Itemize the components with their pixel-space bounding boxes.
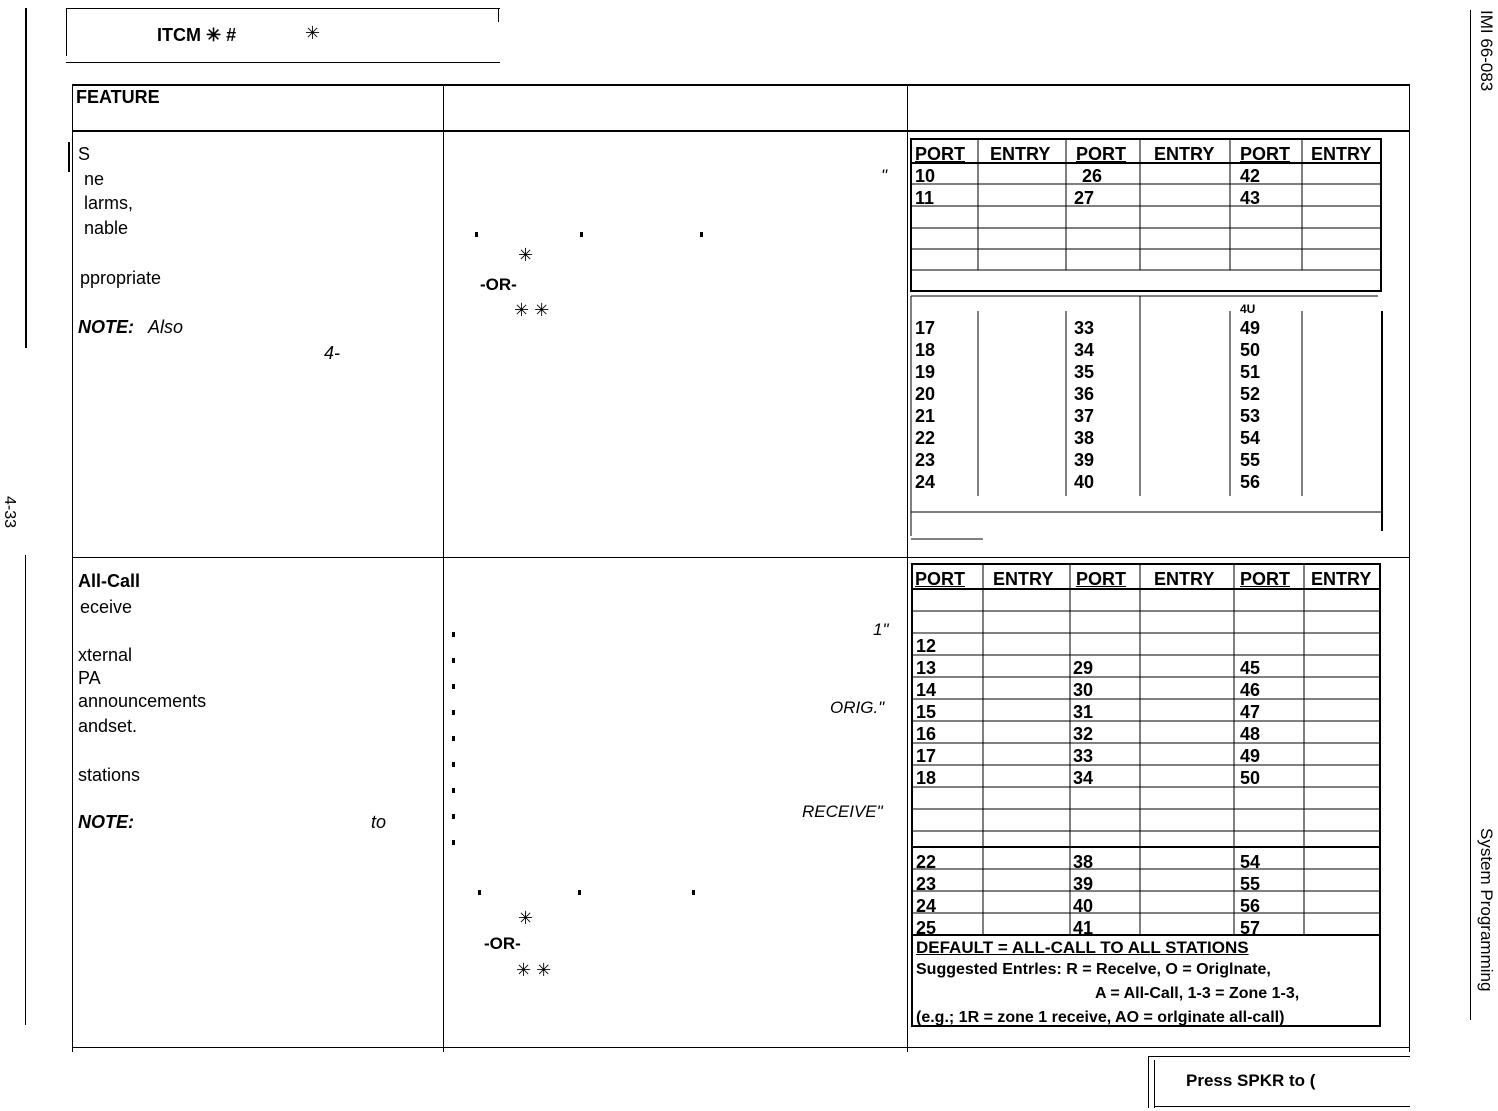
feature-text: ne (84, 169, 105, 189)
grid-header: ENTRY (1154, 144, 1215, 164)
margin-line (25, 555, 26, 1025)
grid-header: PORT (915, 569, 966, 589)
page-number: 4-33 (1, 496, 18, 529)
port-number: 55 (1240, 450, 1261, 470)
port-number: 39 (1073, 874, 1094, 894)
port-number: 22 (916, 852, 937, 872)
port-number: 32 (1073, 724, 1094, 744)
port-number: 33 (1074, 318, 1095, 338)
right-margin-line (1470, 10, 1471, 1020)
header-code: ITCM ✳ # (157, 25, 237, 45)
grid-header: ENTRY (993, 569, 1054, 589)
port-number: 18 (915, 340, 936, 360)
procedure-text: 1" (873, 620, 889, 639)
suggested-entries: A = All-Call, 1-3 = Zone 1-3, (1095, 985, 1300, 1002)
star-icon: ✳ (518, 245, 534, 265)
port-number: 40 (1074, 472, 1095, 492)
port-number: 27 (1074, 188, 1095, 208)
port-number: 31 (1073, 702, 1094, 722)
port-number: 39 (1074, 450, 1095, 470)
port-number: 57 (1240, 918, 1261, 938)
column-header-feature: FEATURE (76, 87, 160, 107)
port-number: 41 (1073, 918, 1094, 938)
note-label: NOTE: (78, 812, 134, 832)
port-number: 34 (1074, 340, 1095, 360)
note-label: NOTE: (78, 317, 134, 337)
port-number: 50 (1240, 768, 1261, 788)
port-number: 33 (1073, 746, 1094, 766)
port-number: 30 (1073, 680, 1094, 700)
or-separator: -OR- (484, 934, 521, 953)
port-number: 16 (916, 724, 937, 744)
port-number: 40 (1073, 896, 1094, 916)
port-number: 53 (1240, 406, 1261, 426)
port-number: 25 (916, 918, 937, 938)
suggested-entries: Suggested Entrles: R = Recelve, O = Origlnate, (916, 961, 1271, 978)
document-id: IMI 66-083 (1477, 10, 1496, 92)
port-number: 24 (915, 472, 936, 492)
port-number: 56 (1240, 472, 1261, 492)
port-number: 17 (915, 318, 936, 338)
note-text: Also (148, 317, 184, 337)
port-number: 49 (1240, 746, 1261, 766)
press-spkr-text: Press SPKR to ( (1186, 1071, 1316, 1090)
feature-text: andset. (78, 716, 138, 736)
grid-header: ENTRY (1154, 569, 1215, 589)
feature-text: larms, (84, 193, 133, 213)
grid-header: ENTRY (1311, 144, 1372, 164)
port-number: 48 (1240, 724, 1261, 744)
section-title: System Programming (1477, 828, 1496, 992)
grid-header: PORT (1240, 569, 1291, 589)
port-number: 54 (1240, 852, 1261, 872)
port-number: 42 (1240, 166, 1261, 186)
port-number: 43 (1240, 188, 1261, 208)
default-note: DEFAULT = ALL-CALL TO ALL STATIONS (916, 938, 1249, 957)
port-number: 35 (1074, 362, 1095, 382)
suggested-example: (e.g.; 1R = zone 1 receive, AO = orlginate all-call) (916, 1009, 1285, 1026)
port-number: 23 (916, 874, 937, 894)
port-number: 50 (1240, 340, 1261, 360)
margin-bar (25, 8, 27, 348)
port-number: 55 (1240, 874, 1261, 894)
port-number: 51 (1240, 362, 1261, 382)
port-number: 36 (1074, 384, 1095, 404)
port-number: 23 (915, 450, 936, 470)
port-number: 14 (916, 680, 937, 700)
port-number: 18 (916, 768, 937, 788)
port-number: 19 (915, 362, 936, 382)
feature-text: nable (84, 218, 129, 238)
feature-title: All-Call (78, 571, 141, 591)
grid-header: ENTRY (1311, 569, 1372, 589)
port-number: 49 (1240, 318, 1261, 338)
port-number: 38 (1074, 428, 1095, 448)
quote-mark: " (881, 166, 888, 185)
port-number-partial: 4U (1240, 302, 1256, 316)
grid-header: ENTRY (990, 144, 1051, 164)
star-icon: ✳ (518, 908, 534, 928)
port-number: 15 (916, 702, 937, 722)
port-number: 26 (1082, 166, 1103, 186)
procedure-text: RECEIVE" (802, 802, 883, 821)
feature-text: stations (78, 765, 141, 785)
port-number: 45 (1240, 658, 1261, 678)
feature-text: announcements (78, 691, 207, 711)
procedure-text: ORIG." (830, 698, 885, 717)
feature-text: xternal (78, 645, 133, 665)
port-number: 34 (1073, 768, 1094, 788)
port-number: 11 (915, 188, 935, 208)
row1-grid-lines (908, 136, 1388, 546)
feature-text: eceive (80, 597, 133, 617)
grid-header: PORT (1076, 144, 1127, 164)
feature-text: PA (78, 668, 101, 688)
note-text: to (371, 812, 387, 832)
port-number: 29 (1073, 658, 1094, 678)
port-number: 54 (1240, 428, 1261, 448)
port-number: 13 (916, 658, 937, 678)
feature-text: S (78, 144, 91, 164)
port-number: 12 (916, 636, 937, 656)
grid-header: PORT (1240, 144, 1291, 164)
port-number: 47 (1240, 702, 1261, 722)
star-icon: ✳ (305, 23, 321, 43)
grid-header: PORT (915, 144, 966, 164)
port-number: 46 (1240, 680, 1261, 700)
port-number: 20 (915, 384, 936, 404)
note-reference: 4- (324, 343, 341, 363)
port-number: 17 (916, 746, 937, 766)
port-number: 38 (1073, 852, 1094, 872)
port-number: 22 (915, 428, 936, 448)
port-number: 24 (916, 896, 937, 916)
or-separator: -OR- (480, 275, 517, 294)
port-number: 56 (1240, 896, 1261, 916)
port-number: 37 (1074, 406, 1095, 426)
double-star-icon: ✳ ✳ (516, 960, 552, 980)
double-star-icon: ✳ ✳ (514, 300, 550, 320)
port-number: 52 (1240, 384, 1261, 404)
port-number: 21 (915, 406, 936, 426)
port-number: 10 (915, 166, 936, 186)
feature-text: ppropriate (80, 268, 162, 288)
grid-header: PORT (1076, 569, 1127, 589)
